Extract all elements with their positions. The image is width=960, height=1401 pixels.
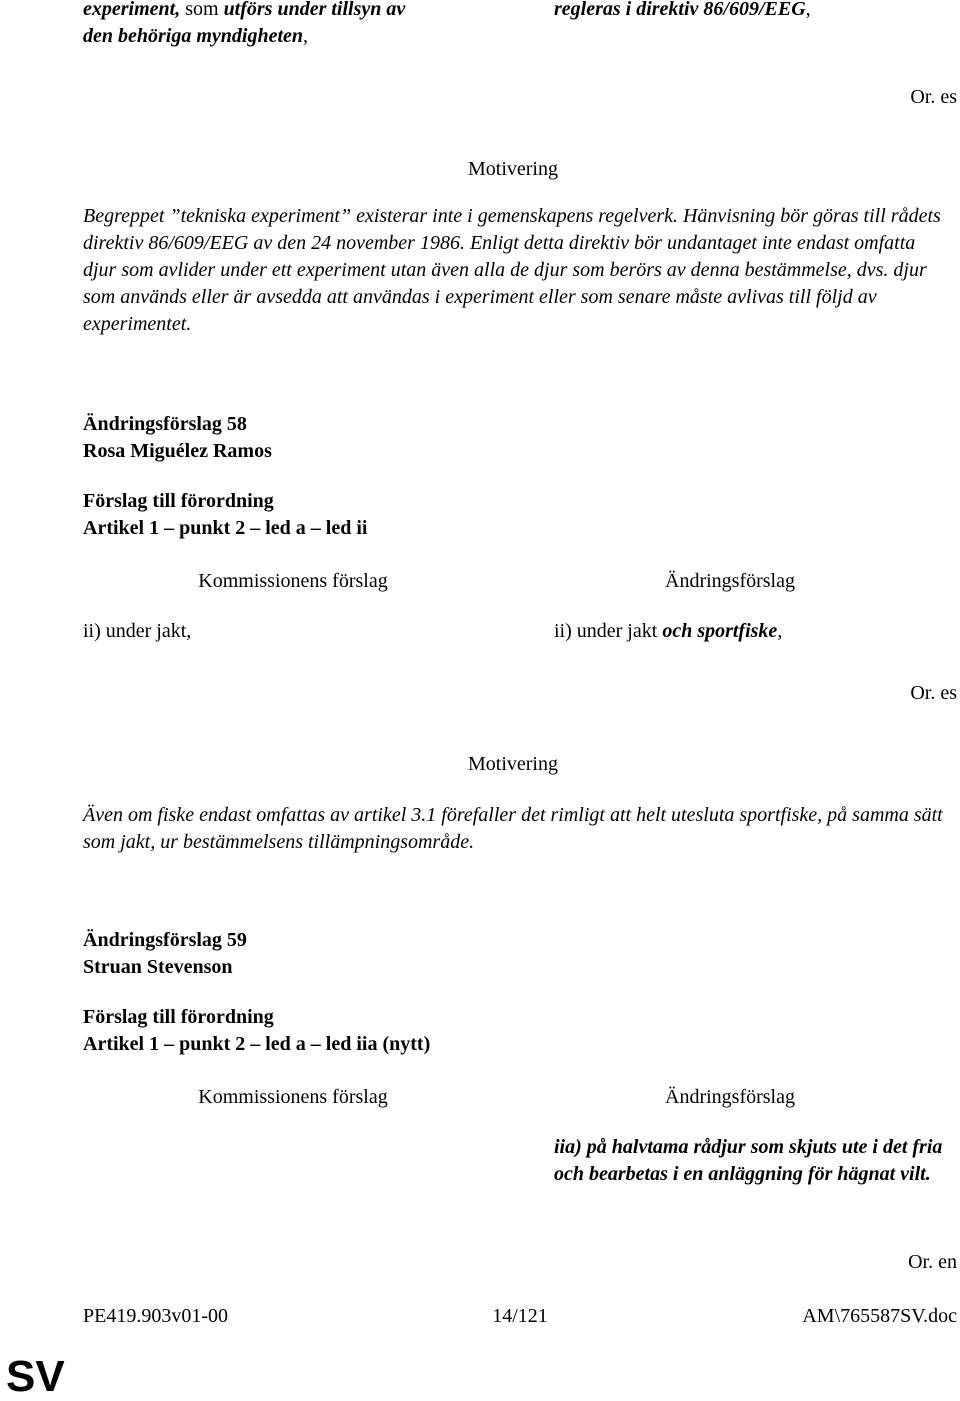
article-reference: Artikel 1 – punkt 2 – led a – led ii bbox=[83, 517, 368, 539]
amendment-author: Rosa Miguélez Ramos bbox=[83, 440, 272, 462]
original-language: Or. es bbox=[910, 682, 957, 704]
motivering-text-part: Begreppet ”tekniska experiment” existerar inte i gemenskapens regelverk. Hänvisning bör göras till rådets direktiv 86/609/EEG av den 24 november 1986. bbox=[83, 205, 941, 254]
original-language: Or. en bbox=[908, 1251, 957, 1273]
language-code: SV bbox=[6, 1352, 65, 1401]
amendment-author: Struan Stevenson bbox=[83, 956, 233, 978]
motivering-heading: Motivering bbox=[468, 158, 558, 180]
top-left-text: , bbox=[303, 25, 309, 47]
amendment-number: Ändringsförslag 58 bbox=[83, 413, 247, 435]
footer-page-number: 14/121 bbox=[492, 1305, 548, 1327]
amendment-text-part: och sportfiske bbox=[662, 620, 778, 642]
amendment-text: iia) på halvtama rådjur som skjuts ute i det fria och bearbetas i en anläggning för hägnat vilt. bbox=[554, 1136, 943, 1185]
amendment-text-part: ii) under jakt bbox=[554, 620, 663, 642]
commission-proposal-header: Kommissionens förslag bbox=[198, 570, 388, 592]
amendment-header: Ändringsförslag bbox=[665, 570, 795, 592]
article-reference: Artikel 1 – punkt 2 – led a – led iia (nytt) bbox=[83, 1033, 431, 1055]
top-left-text: experiment, bbox=[83, 0, 181, 20]
motivering-text: Även om fiske endast omfattas av artikel 3.1 förefaller det rimligt att helt utesluta sportfiske, på samma sätt som jakt, ur bestämmelsens tillämpningsområde. bbox=[83, 804, 943, 853]
commission-proposal-header: Kommissionens förslag bbox=[198, 1086, 388, 1108]
motivering-text bbox=[83, 203, 943, 338]
motivering-text-part: Enligt detta direktiv bör undantaget inte endast omfatta djur som avlider under ett experiment utan även alla de djur som berörs av denna bestämmelse, dvs. bbox=[83, 232, 916, 281]
amendment-header: Ändringsförslag bbox=[665, 1086, 795, 1108]
original-language: Or. es bbox=[910, 86, 957, 108]
motivering-heading: Motivering bbox=[468, 753, 558, 775]
amendment-text bbox=[554, 618, 954, 645]
proposal-title: Förslag till förordning bbox=[83, 490, 274, 512]
top-left-cell bbox=[83, 0, 473, 50]
top-left-text: den behöriga myndigheten bbox=[83, 25, 304, 47]
motivering-text-part: djur som används eller är avsedda att användas i experiment eller som senare måste avlivas till följd av experimentet. bbox=[83, 259, 927, 335]
top-right-cell bbox=[554, 0, 954, 23]
top-right-text: , bbox=[805, 0, 811, 20]
top-left-text: utförs under tillsyn av bbox=[223, 0, 406, 20]
amendment-text-part: , bbox=[777, 620, 783, 642]
footer-document-reference: PE419.903v01-00 bbox=[83, 1305, 228, 1327]
proposal-title: Förslag till förordning bbox=[83, 1006, 274, 1028]
top-left-text: som bbox=[180, 0, 224, 20]
commission-proposal-text: ii) under jakt, bbox=[83, 620, 192, 642]
amendment-number: Ändringsförslag 59 bbox=[83, 929, 247, 951]
footer-file-name: AM\765587SV.doc bbox=[802, 1305, 957, 1327]
top-right-text: regleras i direktiv 86/609/EEG bbox=[554, 0, 806, 20]
